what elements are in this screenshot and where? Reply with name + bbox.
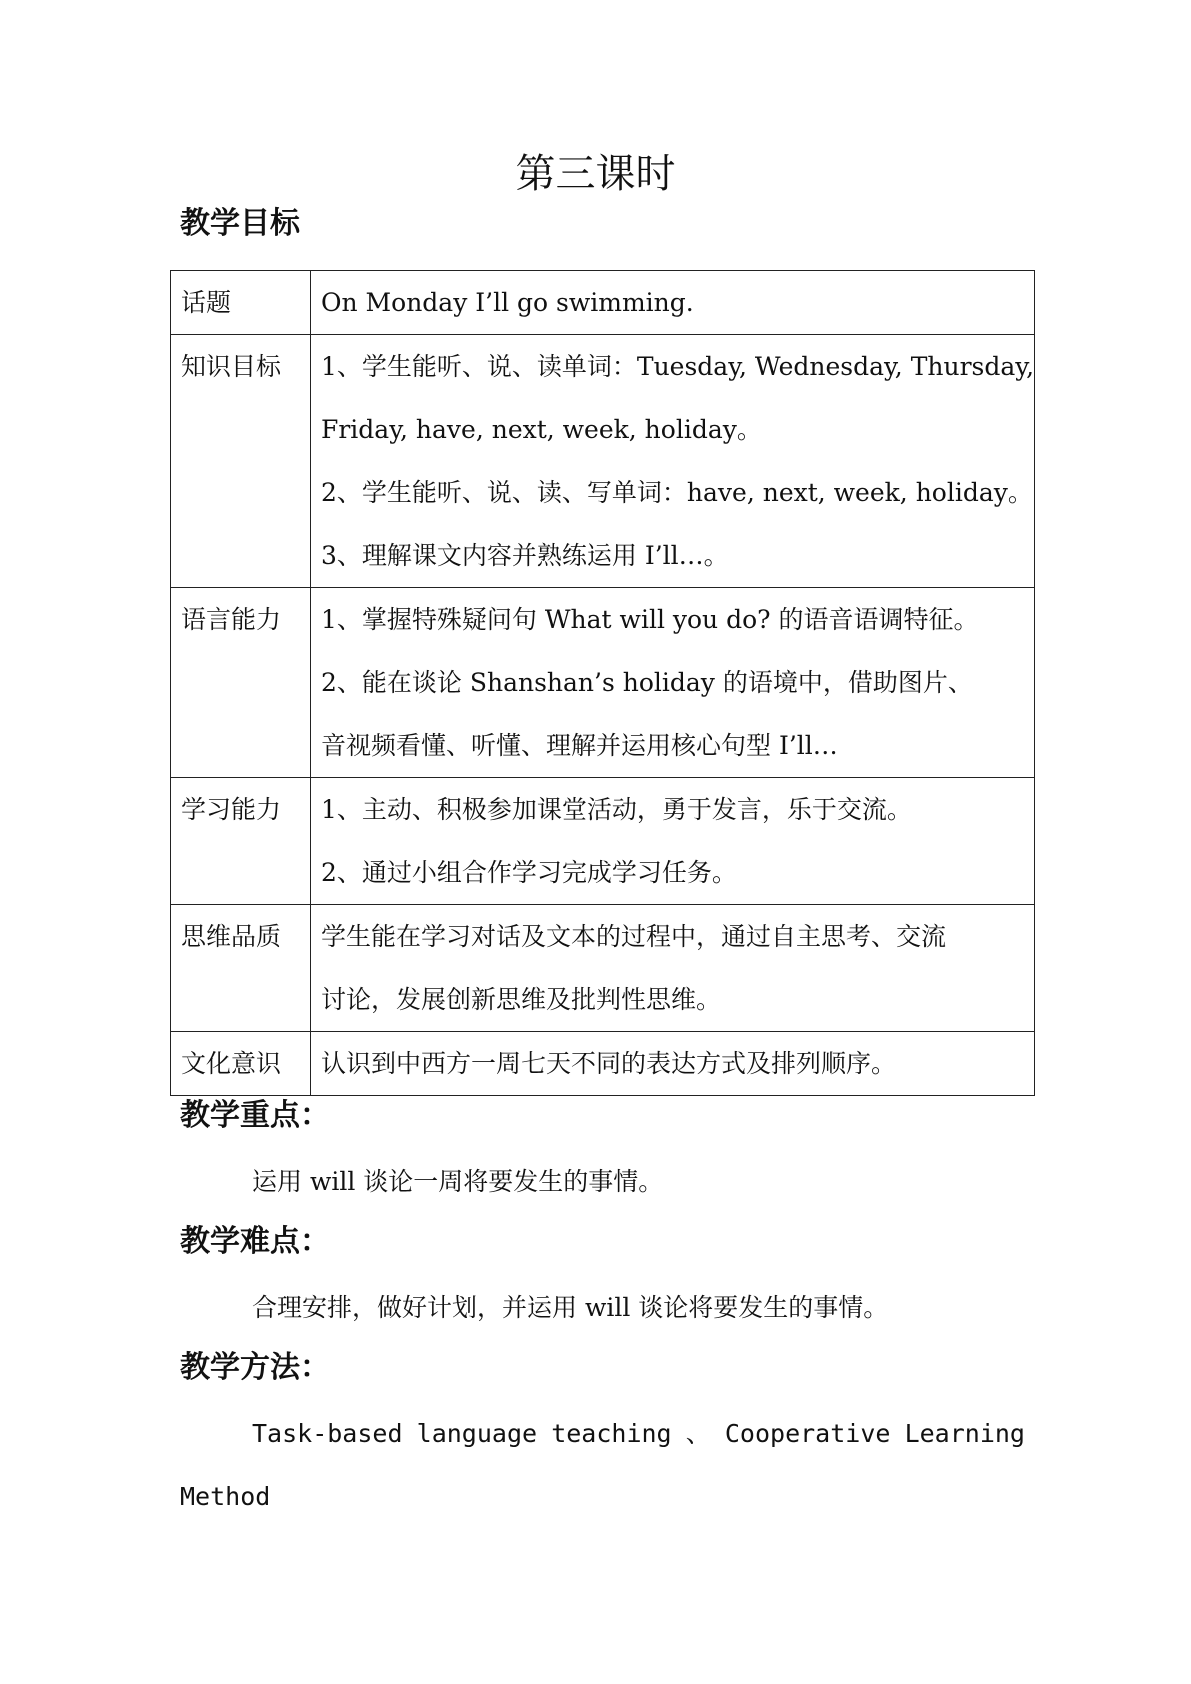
key-points-heading: 教学重点： bbox=[180, 1098, 330, 1133]
method-word: language bbox=[416, 1419, 538, 1448]
row-content-language bbox=[311, 588, 1035, 778]
row-label-topic: 话题 bbox=[171, 271, 311, 335]
methods-line-1 bbox=[180, 1402, 1025, 1465]
row-label-language: 语言能力 bbox=[171, 588, 311, 778]
table-row bbox=[171, 271, 1035, 335]
method-word: Cooperative bbox=[724, 1419, 891, 1448]
cell-line: 音视频看懂、听懂、理解并运用核心句型 I’ll… bbox=[321, 731, 838, 760]
objectives-table bbox=[170, 270, 1035, 1096]
method-word: Learning bbox=[904, 1419, 1025, 1448]
objectives-heading: 教学目标 bbox=[180, 206, 300, 241]
cell-line: 学生能在学习对话及文本的过程中，通过自主思考、交流 bbox=[321, 922, 947, 951]
cell-line: 1、掌握特殊疑问句 What will you do? 的语音语调特征。 bbox=[321, 605, 979, 634]
row-label-knowledge: 知识目标 bbox=[171, 335, 311, 588]
method-word: teaching bbox=[551, 1419, 672, 1448]
table-row bbox=[171, 335, 1035, 588]
difficult-points-heading: 教学难点： bbox=[180, 1224, 330, 1259]
cell-line: On Monday I’ll go swimming. bbox=[321, 288, 694, 317]
row-content-knowledge bbox=[311, 335, 1035, 588]
cell-line: 2、通过小组合作学习完成学习任务。 bbox=[321, 858, 737, 887]
methods-heading: 教学方法： bbox=[180, 1350, 330, 1385]
difficult-points-text: 合理安排，做好计划，并运用 will 谈论将要发生的事情。 bbox=[252, 1293, 889, 1322]
row-label-culture: 文化意识 bbox=[171, 1032, 311, 1096]
cell-line: 讨论，发展创新思维及批判性思维。 bbox=[321, 985, 722, 1014]
cell-line: 1、学生能听、说、读单词：Tuesday, Wednesday, Thursday, bbox=[321, 352, 1035, 381]
row-content-culture bbox=[311, 1032, 1035, 1096]
method-word: 、 bbox=[685, 1419, 711, 1448]
row-content-thinking bbox=[311, 905, 1035, 1032]
key-points-text: 运用 will 谈论一周将要发生的事情。 bbox=[252, 1167, 664, 1196]
row-content-topic bbox=[311, 271, 1035, 335]
cell-line: 3、理解课文内容并熟练运用 I’ll…。 bbox=[321, 541, 729, 570]
page-title: 第三课时 bbox=[515, 151, 676, 197]
cell-line: 2、学生能听、说、读、写单词：have, next, week, holiday。 bbox=[321, 478, 1033, 507]
table-row bbox=[171, 905, 1035, 1032]
cell-line: Friday, have, next, week, holiday。 bbox=[321, 415, 762, 444]
cell-line: 2、能在谈论 Shanshan’s holiday 的语境中，借助图片、 bbox=[321, 668, 973, 697]
row-content-learning bbox=[311, 778, 1035, 905]
cell-line: 1、主动、积极参加课堂活动，勇于发言，乐于交流。 bbox=[321, 795, 912, 824]
cell-line: 认识到中西方一周七天不同的表达方式及排列顺序。 bbox=[321, 1049, 897, 1078]
methods-text bbox=[180, 1402, 1025, 1528]
table-row bbox=[171, 588, 1035, 778]
table-row bbox=[171, 1032, 1035, 1096]
methods-line-2: Method bbox=[180, 1482, 271, 1511]
method-word: Task-based bbox=[252, 1419, 403, 1448]
row-label-learning: 学习能力 bbox=[171, 778, 311, 905]
table-row bbox=[171, 778, 1035, 905]
row-label-thinking: 思维品质 bbox=[171, 905, 311, 1032]
